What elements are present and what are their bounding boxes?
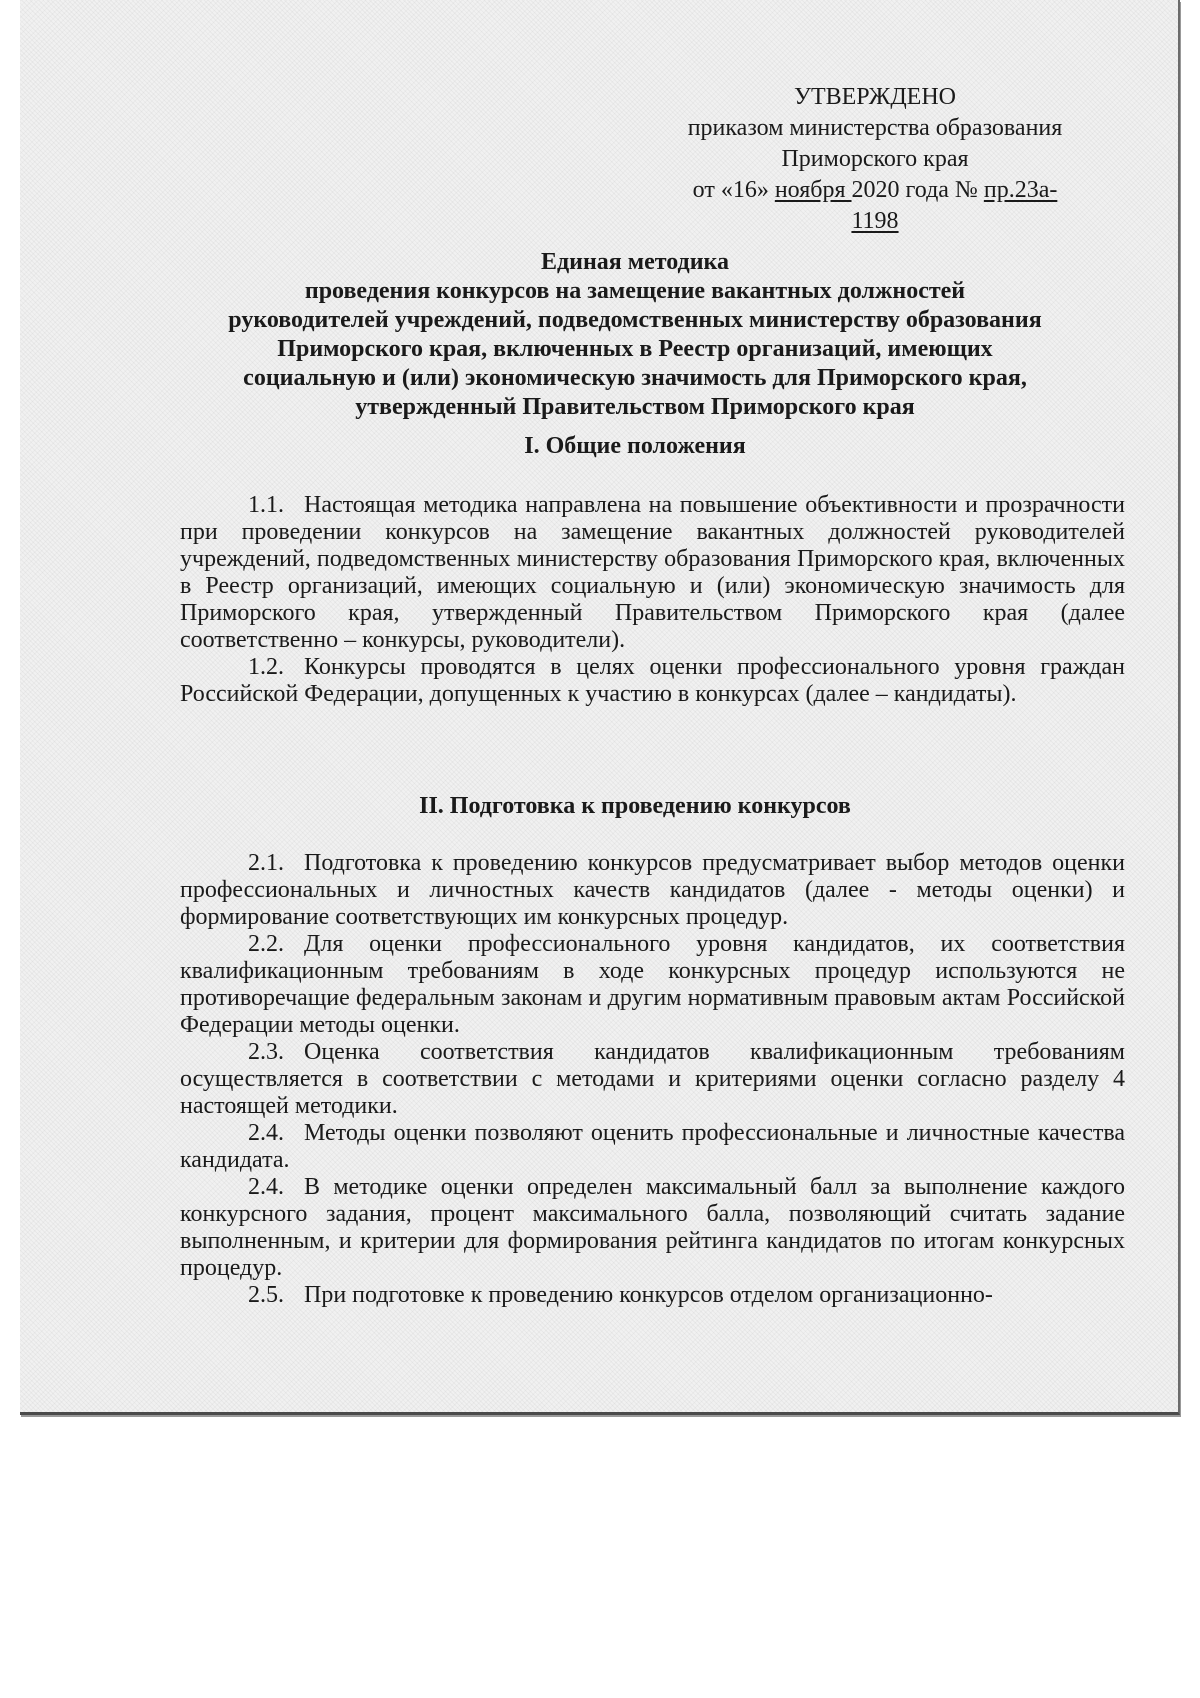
paragraph-number: 2.2. — [248, 931, 284, 957]
section-heading-general: I. Общие положения — [524, 433, 746, 459]
title-line: Приморского края, включенных в Реестр организаций, имеющих — [277, 336, 993, 362]
paragraph-text: Для оценки профессионального уровня кандидатов, их соответствия квалификационным требованиям в ходе конкурсных процедур используются не противоречащие федеральным законам и другим нормативным правовым актам Российской Федерации методы оценки. — [180, 931, 1125, 1038]
paragraph-text: При подготовке к проведению конкурсов отделом организационно- — [304, 1282, 993, 1308]
paragraph-number: 2.4. — [248, 1174, 284, 1200]
paragraph-number: 1.1. — [248, 492, 284, 518]
paragraph-2-2 — [180, 931, 1125, 1039]
approval-line-region: Приморского края — [781, 146, 969, 172]
title-line: проведения конкурсов на замещение вакантных должностей — [304, 278, 966, 304]
paragraph-text: Настоящая методика направлена на повышение объективности и прозрачности при проведении конкурсов на замещение вакантных должностей руководителей учреждений, подведомственных министерству образования Приморского края, включенных в Реестр организаций, имеющих социальную и (или) экономическую значимость для Приморского края, утвержденный Правительством Приморского края (далее соответственно – конкурсы, руководители). — [180, 492, 1125, 653]
paragraph-number: 1.2. — [248, 654, 284, 680]
paragraph-2-5 — [180, 1282, 1125, 1309]
approval-date-year: 2020 года № — [851, 177, 984, 203]
paragraph-text: Подготовка к проведению конкурсов предусматривает выбор методов оценки профессиональных и личностных качеств кандидатов (далее - методы оценки) и формирование соответствующих им конкурсных процедур. — [180, 850, 1125, 930]
section-general-body — [180, 492, 1125, 708]
title-line: утвержденный Правительством Приморского края — [355, 394, 915, 420]
paragraph-number: 2.5. — [248, 1282, 284, 1308]
paragraph-text: Методы оценки позволяют оценить профессиональные и личностные качества кандидата. — [180, 1120, 1125, 1173]
paragraph-number: 2.4. — [248, 1120, 284, 1146]
scanned-page — [20, 0, 1180, 1415]
section-preparation-body — [180, 850, 1125, 1309]
approval-date-prefix: от «16» — [692, 177, 775, 203]
paragraph-text: Оценка соответствия кандидатов квалификационным требованиям осуществляется в соответствии с методами и критериями оценки согласно разделу 4 настоящей методики. — [180, 1039, 1125, 1119]
paragraph-1-2 — [180, 654, 1125, 708]
paragraph-2-1 — [180, 850, 1125, 931]
approval-status: УТВЕРЖДЕНО — [793, 84, 957, 110]
title-line: социальную и (или) экономическую значимость для Приморского края, — [243, 365, 1027, 391]
paragraph-2-3 — [180, 1039, 1125, 1120]
paragraph-1-1 — [180, 492, 1125, 654]
document-title — [170, 248, 1100, 422]
approval-line-ministry: приказом министерства образования — [687, 115, 1063, 141]
paragraph-number: 2.3. — [248, 1039, 284, 1065]
paragraph-text: В методике оценки определен максимальный балл за выполнение каждого конкурсного задания, процент максимального балла, позволяющий считать задание выполненным, и критерии для формирования рейтинга кандидатов по итогам конкурсных процедур. — [180, 1174, 1125, 1281]
approval-stamp-block — [640, 82, 1110, 237]
approval-order-number-a: пр.23а- — [983, 177, 1058, 203]
paragraph-2-4-b — [180, 1174, 1125, 1282]
section-heading-preparation: II. Подготовка к проведению конкурсов — [419, 793, 851, 819]
approval-order-number-b: 1198 — [851, 208, 899, 234]
title-line: Единая методика — [540, 249, 729, 275]
paragraph-text: Конкурсы проводятся в целях оценки профессионального уровня граждан Российской Федерации, допущенных к участию в конкурсах (далее – кандидаты). — [180, 654, 1125, 707]
approval-date-line — [640, 175, 1110, 206]
approval-date-month: ноября — [774, 177, 852, 203]
paragraph-number: 2.1. — [248, 850, 284, 876]
paragraph-2-4-a — [180, 1120, 1125, 1174]
title-line: руководителей учреждений, подведомственных министерству образования — [228, 307, 1042, 333]
